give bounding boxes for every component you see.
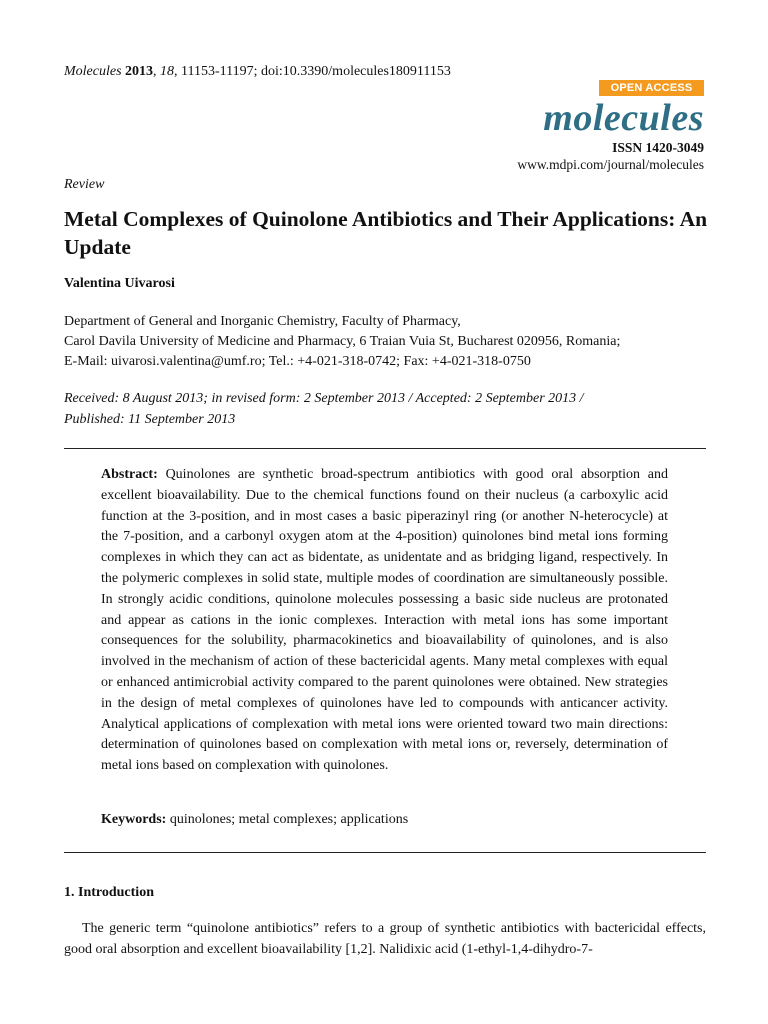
publication-dates <box>64 388 584 430</box>
abstract-text: Quinolones are synthetic broad-spectrum antibiotics with good oral absorption and excellent bioavailability. Due to the chemical functions found on their nucleus (a carboxylic acid function at the 3-position, and in most cases a basic piperazinyl ring (or another N-heterocycle) at the 7-position, and a carbonyl oxygen atom at the 4-position) quinolones bind metal ions forming complexes in which they can act as bidentate, as unidentate and as bridging ligand, respectively. In the polymeric complexes in solid state, multiple modes of coordination are simultaneously possible. In strongly acidic conditions, quinolone molecules possessing a basic side nucleus are protonated and appear as cations in the ionic complexes. Interaction with metal ions has some important consequences for the solubility, pharmacokinetics and bioavailability of quinolones, and is also involved in the mechanism of action of these bactericidal agents. Many metal complexes with equal or enhanced antimicrobial activity compared to the parent quinolones were obtained. New strategies in the design of metal complexes of quinolones have led to compounds with anticancer activity. Analytical applications of complexation with metal ions were oriented toward two main directions: determination of quinolones based on complexation with metal ions or, reversely, determination of metal ions based on complexation with quinolones. <box>101 467 669 774</box>
issn: ISSN 1420-3049 <box>612 140 704 155</box>
abstract <box>101 465 668 777</box>
dates-line: Published: 11 September 2013 <box>64 412 236 427</box>
citation-doi: 11153-11197; doi:10.3390/molecules180911153 <box>181 64 451 79</box>
keywords-text: quinolones; metal complexes; applications <box>169 812 409 827</box>
citation-line: Molecules 2013, 18, 11153-11197; doi:10.3390/molecules180911153 <box>64 64 451 79</box>
author-name: Valentina Uivarosi <box>64 276 175 291</box>
paper-title: Metal Complexes of Quinolone Antibiotics and Their Applications: An Update <box>64 207 708 259</box>
divider-top <box>64 448 706 449</box>
keywords <box>101 812 408 828</box>
citation-journal: Molecules <box>64 64 122 79</box>
affiliation-line: Department of General and Inorganic Chemistry, Faculty of Pharmacy, <box>64 314 461 329</box>
citation-year: 2013 <box>125 64 154 79</box>
dates-line: Received: 8 August 2013; in revised form: 2 September 2013 / Accepted: 2 September 2013 / <box>64 391 584 406</box>
divider-bottom <box>64 852 706 853</box>
citation-volume: 18 <box>160 64 175 79</box>
affiliation <box>64 312 620 372</box>
keywords-label: Keywords: <box>101 812 167 827</box>
section-heading: 1. Introduction <box>64 885 154 900</box>
journal-logo: molecules <box>543 97 704 139</box>
introduction-paragraph: The generic term “quinolone antibiotics” refers to a group of synthetic antibiotics with bactericidal effects, good oral absorption and excellent bioavailability [1,2]. Nalidixic acid (1-ethyl-1,4-dihydro-7- <box>64 921 706 957</box>
contact-line: E-Mail: uivarosi.valentina@umf.ro; Tel.: +4-021-318-0742; Fax: +4-021-318-0750 <box>64 354 531 369</box>
affiliation-line: Carol Davila University of Medicine and Pharmacy, 6 Traian Vuia St, Bucharest 020956, Romania; <box>64 334 621 349</box>
article-type: Review <box>64 177 105 192</box>
journal-url[interactable]: www.mdpi.com/journal/molecules <box>517 157 704 172</box>
abstract-label: Abstract: <box>101 467 158 482</box>
open-access-badge: OPEN ACCESS <box>599 80 704 96</box>
